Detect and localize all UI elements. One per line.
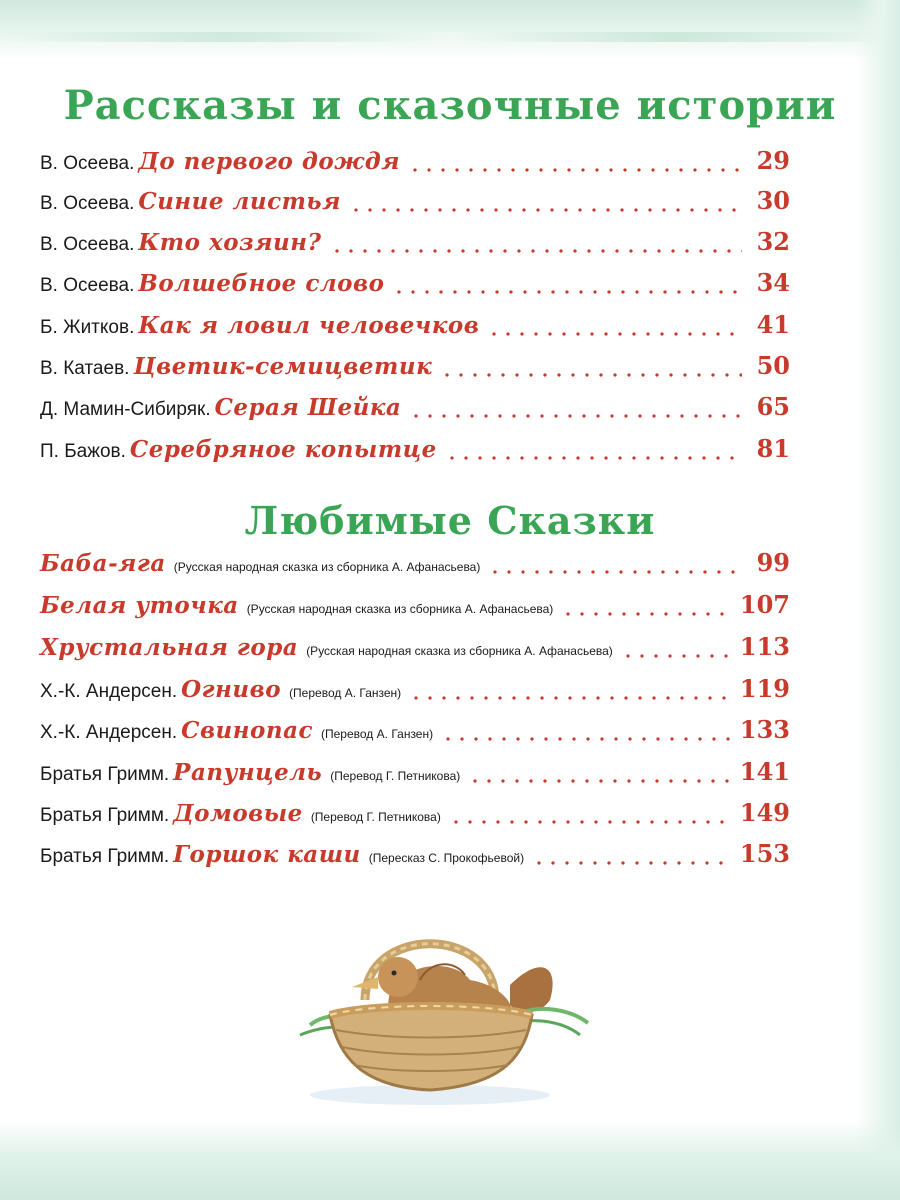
entry-page: 113 bbox=[739, 632, 790, 661]
entry-page: 133 bbox=[739, 715, 790, 744]
entry-title: Горшок каши bbox=[173, 841, 361, 868]
toc-entry[interactable] bbox=[40, 632, 790, 666]
toc-entry[interactable] bbox=[40, 268, 790, 302]
entry-note: (Пересказ С. Прокофьевой) bbox=[368, 851, 525, 865]
entry-page: 107 bbox=[739, 590, 790, 619]
entry-page: 65 bbox=[756, 392, 790, 421]
entry-author: Братья Гримм. bbox=[40, 805, 170, 826]
toc-entry[interactable] bbox=[40, 146, 790, 180]
entry-note: (Русская народная сказка из сборника А. Афанасьева) bbox=[246, 602, 554, 616]
entry-author: В. Осеева. bbox=[40, 234, 135, 255]
entry-title: Огниво bbox=[181, 676, 282, 703]
toc-entry[interactable] bbox=[40, 674, 790, 708]
entry-page: 153 bbox=[739, 839, 790, 868]
watercolor-wash-top bbox=[0, 0, 900, 60]
entry-title: Кто хозяин? bbox=[138, 229, 322, 256]
toc-entry[interactable] bbox=[40, 434, 790, 468]
entry-title: Волшебное слово bbox=[138, 270, 385, 297]
entry-page: 30 bbox=[756, 186, 790, 215]
entry-note: (Перевод А. Ганзен) bbox=[321, 727, 434, 741]
entry-page: 41 bbox=[756, 310, 790, 339]
toc-entry[interactable] bbox=[40, 392, 790, 426]
watercolor-wash-bottom bbox=[0, 1120, 900, 1200]
entry-author: П. Бажов. bbox=[40, 441, 126, 462]
leader-dots bbox=[487, 332, 742, 336]
toc-entry[interactable] bbox=[40, 715, 790, 749]
toc-entry[interactable] bbox=[40, 590, 790, 624]
section-title-stories: Рассказы и сказочные истории bbox=[63, 82, 837, 129]
entry-title: Серебряное копытце bbox=[129, 436, 437, 463]
leader-dots bbox=[330, 249, 743, 253]
leader-dots bbox=[392, 290, 742, 294]
entry-author: Х.-К. Андерсен. bbox=[40, 681, 178, 702]
entry-note: (Перевод А. Ганзен) bbox=[289, 686, 402, 700]
toc-entry[interactable] bbox=[40, 351, 790, 385]
leader-dots bbox=[349, 208, 742, 212]
entry-page: 141 bbox=[739, 757, 790, 786]
entry-title: Свинопас bbox=[181, 717, 314, 744]
toc-entry[interactable] bbox=[40, 798, 790, 832]
toc-entry[interactable] bbox=[40, 839, 790, 873]
entry-title: Как я ловил человечков bbox=[138, 312, 480, 339]
toc-entry[interactable] bbox=[40, 757, 790, 791]
toc-entry[interactable] bbox=[40, 227, 790, 261]
entry-title: Цветик-семицветик bbox=[133, 353, 433, 380]
leader-dots bbox=[449, 820, 732, 824]
leader-dots bbox=[408, 168, 742, 172]
entry-title: Домовые bbox=[173, 800, 303, 827]
entry-page: 29 bbox=[756, 146, 790, 175]
entry-title: Баба-яга bbox=[40, 550, 166, 577]
entry-page: 34 bbox=[756, 268, 790, 297]
leader-dots bbox=[409, 414, 742, 418]
entry-page: 149 bbox=[739, 798, 790, 827]
entry-author: Братья Гримм. bbox=[40, 846, 170, 867]
entry-author: В. Осеева. bbox=[40, 193, 135, 214]
entry-note: (Русская народная сказка из сборника А. Афанасьева) bbox=[306, 644, 613, 658]
leader-dots bbox=[468, 779, 732, 783]
entry-author: Д. Мамин-Сибиряк. bbox=[40, 399, 211, 420]
leader-dots bbox=[561, 612, 732, 616]
entry-page: 32 bbox=[756, 227, 790, 256]
leader-dots bbox=[440, 373, 742, 377]
leader-dots bbox=[621, 654, 732, 658]
entry-author: Б. Житков. bbox=[40, 317, 135, 338]
entry-author: Х.-К. Андерсен. bbox=[40, 722, 178, 743]
duck-in-basket-icon bbox=[270, 905, 600, 1115]
toc-entry[interactable] bbox=[40, 186, 790, 220]
leader-dots bbox=[445, 456, 742, 460]
leader-dots bbox=[532, 861, 732, 865]
entry-author: В. Катаев. bbox=[40, 358, 130, 379]
entry-page: 50 bbox=[756, 351, 790, 380]
entry-page: 119 bbox=[739, 674, 790, 703]
entry-title: Белая уточка bbox=[40, 592, 239, 619]
entry-title: Хрустальная гора bbox=[40, 634, 299, 661]
entry-author: В. Осеева. bbox=[40, 275, 135, 296]
entry-note: (Русская народная сказка из сборника А. Афанасьева) bbox=[173, 560, 481, 574]
entry-title: Синие листья bbox=[138, 188, 341, 215]
entry-note: (Перевод Г. Петникова) bbox=[310, 810, 441, 824]
entry-title: До первого дождя bbox=[138, 148, 401, 175]
entry-title: Рапунцель bbox=[173, 759, 323, 786]
entry-note: (Перевод Г. Петникова) bbox=[330, 769, 461, 783]
entry-author: Братья Гримм. bbox=[40, 764, 170, 785]
toc-entry[interactable] bbox=[40, 548, 790, 582]
entry-title: Серая Шейка bbox=[214, 394, 402, 421]
entry-page: 81 bbox=[756, 434, 790, 463]
entry-author: В. Осеева. bbox=[40, 153, 135, 174]
leader-dots bbox=[441, 737, 732, 741]
toc-entry[interactable] bbox=[40, 310, 790, 344]
watercolor-wash-right bbox=[856, 0, 900, 1200]
leader-dots bbox=[409, 696, 732, 700]
leader-dots bbox=[488, 570, 742, 574]
section-title-fairy-tales: Любимые Сказки bbox=[244, 498, 656, 543]
entry-page: 99 bbox=[756, 548, 790, 577]
